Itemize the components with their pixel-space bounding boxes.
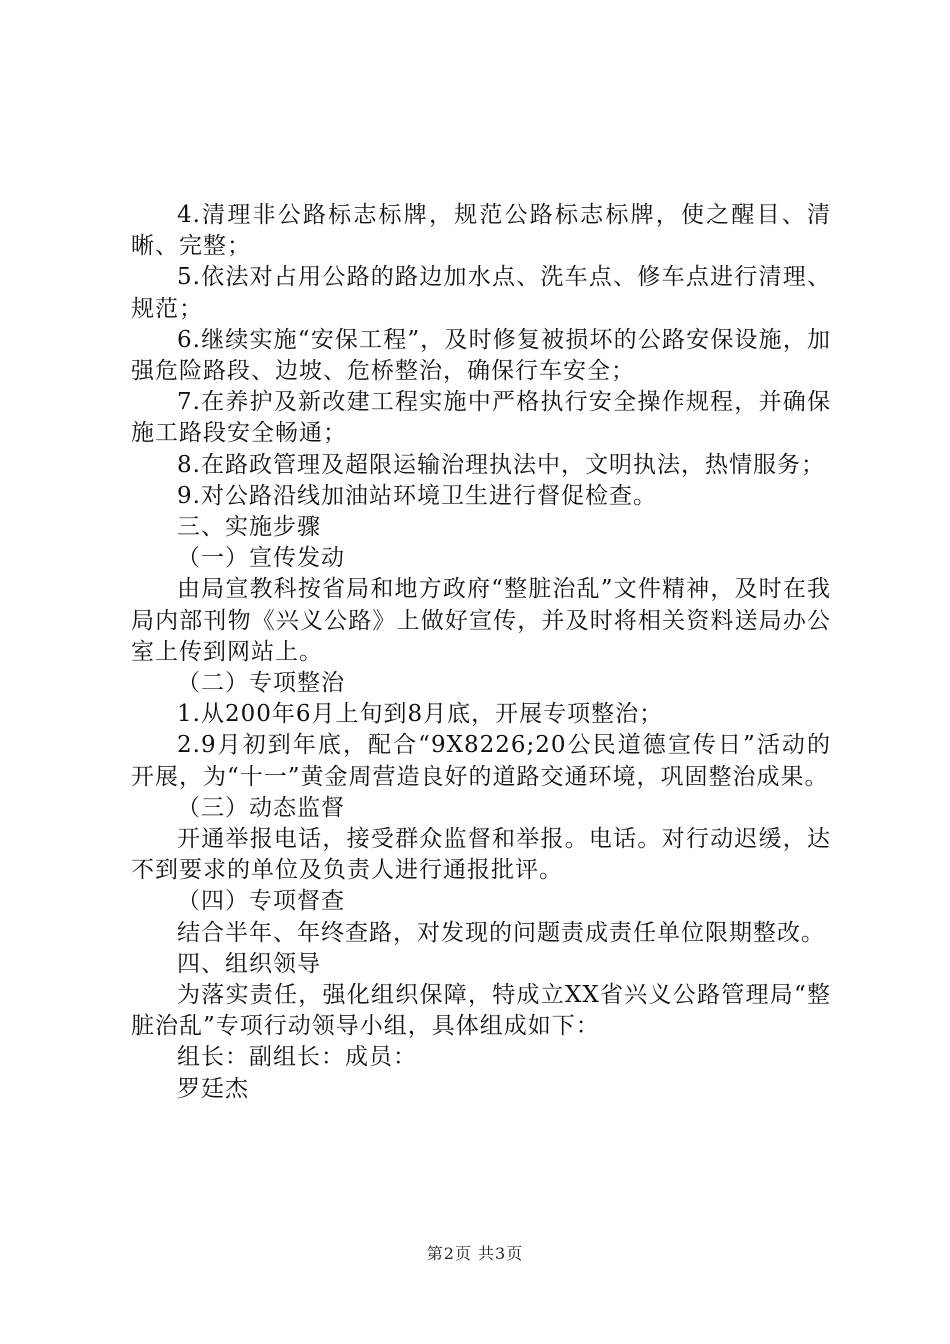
supervision-paragraph: 开通举报电话，接受群众监督和举报。电话。对行动迟缓，达不到要求的单位及负责人进行通报批评。 bbox=[131, 826, 831, 884]
item-5-paragraph: 5.依法对占用公路的路边加水点、洗车点、修车点进行清理、规范； bbox=[131, 264, 831, 322]
item-7-paragraph: 7.在养护及新改建工程实施中严格执行安全操作规程，并确保施工路段安全畅通； bbox=[131, 389, 831, 447]
item-8-paragraph: 8.在路政管理及超限运输治理执法中，文明执法，热情服务； bbox=[177, 451, 825, 478]
item-9-paragraph: 9.对公路沿线加油站环境卫生进行督促检查。 bbox=[177, 482, 657, 509]
leadership-paragraph: 为落实责任，强化组织保障，特成立XX省兴义公路管理局“整脏治乱”专项行动领导小组，具体组成如下： bbox=[131, 982, 831, 1040]
subsection-1-heading: （一）宣传发动 bbox=[177, 545, 345, 572]
subsection-2-heading: （二）专项整治 bbox=[177, 670, 345, 697]
roles-line: 组长：副组长：成员： bbox=[177, 1044, 417, 1071]
special-item-2-paragraph: 2.9月初到年底，配合“9X8226;20公民道德宣传日”活动的开展，为“十一”黄金周营造良好的道路交通环境，巩固整治成果。 bbox=[131, 732, 831, 790]
special-item-1-paragraph: 1.从200年6月上旬到8月底，开展专项整治； bbox=[177, 701, 664, 728]
item-6-paragraph: 6.继续实施“安保工程”，及时修复被损坏的公路安保设施，加强危险路段、边坡、危桥整治，确保行车安全； bbox=[131, 326, 831, 385]
inspection-paragraph: 结合半年、年终查路，对发现的问题责成责任单位限期整改。 bbox=[177, 919, 825, 946]
section-3-heading: 三、实施步骤 bbox=[177, 514, 321, 541]
item-4-paragraph: 4.清理非公路标志标牌，规范公路标志标牌，使之醒目、清晰、完整； bbox=[131, 202, 831, 260]
page-footer: 第2页 共3页 bbox=[426, 1244, 524, 1263]
document-body bbox=[131, 200, 831, 1105]
member-name: 罗廷杰 bbox=[177, 1075, 249, 1102]
publicity-paragraph: 由局宣教科按省局和地方政府“整脏治乱”文件精神，及时在我局内部刊物《兴义公路》上做好宣传，并及时将相关资料送局办公室上传到网站上。 bbox=[131, 576, 831, 665]
section-4-heading: 四、组织领导 bbox=[177, 950, 321, 977]
subsection-4-heading: （四）专项督查 bbox=[177, 888, 345, 915]
subsection-3-heading: （三）动态监督 bbox=[177, 794, 345, 821]
